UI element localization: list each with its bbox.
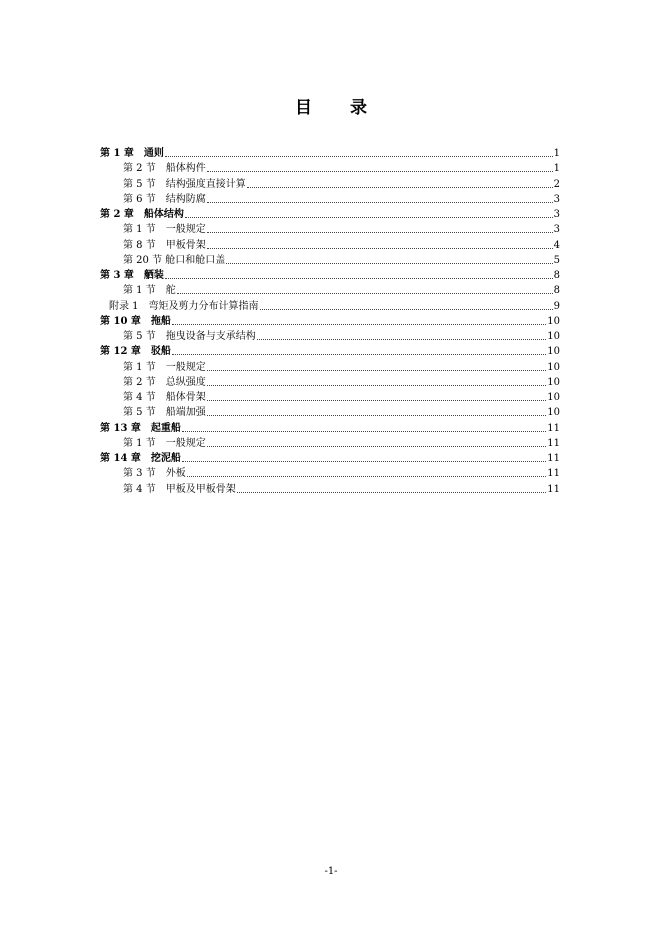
- toc-entry-page-number: 10: [547, 331, 560, 342]
- dot-leader: [172, 324, 546, 325]
- dot-leader: [182, 461, 546, 462]
- dot-leader: [207, 248, 553, 249]
- toc-entry-page-number: 11: [547, 468, 560, 480]
- dot-leader: [207, 400, 547, 401]
- toc-entry-page-number: 5: [553, 254, 560, 266]
- toc-entry-label: 第 2 章 船体结构: [100, 209, 184, 220]
- toc-entry-chapter[interactable]: [100, 268, 560, 283]
- toc-entry-page-number: 2: [553, 178, 560, 190]
- toc-entry-section[interactable]: [100, 161, 560, 176]
- toc-entry-appendix[interactable]: [100, 299, 560, 314]
- toc-entry-page-number: 11: [547, 453, 560, 464]
- toc-entry-label: 第 1 节 一般规定: [123, 437, 206, 449]
- toc-entry-label: 第 4 节 甲板及甲板骨架: [123, 483, 236, 495]
- dot-leader: [172, 354, 546, 355]
- toc-entry-page-number: 10: [547, 392, 560, 403]
- dot-leader: [177, 293, 553, 294]
- dot-leader: [237, 492, 547, 493]
- dot-leader: [247, 187, 553, 188]
- dot-leader: [207, 232, 553, 233]
- toc-entry-page-number: 10: [547, 361, 560, 373]
- toc-entry-label: 第 1 节 舵: [123, 285, 176, 297]
- toc-entry-page-number: 8: [553, 270, 560, 281]
- toc-entry-page-number: 9: [553, 300, 560, 312]
- toc-entry-page-number: 4: [553, 239, 560, 251]
- toc-entry-label: 第 14 章 挖泥船: [100, 453, 181, 464]
- toc-entry-page-number: 1: [553, 148, 560, 159]
- toc-entry-section[interactable]: [100, 375, 560, 390]
- dot-leader: [207, 171, 553, 172]
- toc-entry-label: 第 1 节 一般规定: [123, 361, 206, 373]
- page-title: 目 录: [295, 98, 383, 118]
- toc-entry-chapter[interactable]: [100, 344, 560, 359]
- toc-entry-label: 第 5 节 船端加强: [123, 407, 206, 419]
- dot-leader: [207, 370, 547, 371]
- toc-entry-section[interactable]: [100, 177, 560, 192]
- toc-entry-label: 第 6 节 结构防腐: [123, 193, 206, 205]
- toc-entry-section[interactable]: [100, 253, 560, 268]
- toc-entry-label: 第 12 章 驳船: [100, 346, 171, 358]
- toc-entry-label: 第 1 节 一般规定: [123, 224, 206, 236]
- toc-entry-label: 第 5 节 结构强度直接计算: [123, 178, 246, 190]
- toc-entry-label: 第 4 节 船体骨架: [123, 392, 206, 403]
- dot-leader: [207, 202, 553, 203]
- dot-leader: [207, 446, 547, 447]
- toc-entry-section[interactable]: [100, 436, 560, 451]
- dot-leader: [182, 431, 546, 432]
- toc-entry-section[interactable]: [100, 482, 560, 497]
- toc-entry-page-number: 10: [547, 407, 560, 419]
- dot-leader: [187, 476, 547, 477]
- toc-entry-chapter[interactable]: [100, 207, 560, 222]
- toc-entry-section[interactable]: [100, 329, 560, 344]
- toc-entry-label: 附录 1 弯矩及剪力分布计算指南: [109, 300, 259, 312]
- toc-entry-section[interactable]: [100, 466, 560, 481]
- toc-entry-section[interactable]: [100, 283, 560, 298]
- toc-entry-page-number: 3: [553, 224, 560, 236]
- dot-leader: [257, 339, 547, 340]
- toc-entry-page-number: 11: [547, 437, 560, 449]
- toc-entry-section[interactable]: [100, 390, 560, 405]
- toc-entry-page-number: 10: [547, 315, 560, 327]
- toc-entry-chapter[interactable]: [100, 421, 560, 436]
- toc-entry-page-number: 1: [553, 163, 560, 175]
- toc-entry-section[interactable]: [100, 360, 560, 375]
- toc-entry-label: 第 3 章 舾装: [100, 270, 164, 281]
- toc-entry-section[interactable]: [100, 192, 560, 207]
- toc-entry-page-number: 3: [553, 209, 560, 220]
- toc-entry-page-number: 11: [547, 422, 560, 434]
- toc-entry-label: 第 20 节 舱口和舱口盖: [123, 254, 226, 266]
- toc-entry-label: 第 3 节 外板: [123, 468, 186, 480]
- toc-entry-label: 第 2 节 总纵强度: [123, 376, 206, 388]
- toc-entry-chapter[interactable]: [100, 451, 560, 466]
- dot-leader: [165, 156, 553, 157]
- toc-entry-page-number: 11: [547, 483, 560, 495]
- toc-entry-label: 第 5 节 拖曳设备与支承结构: [123, 331, 256, 342]
- toc-entry-page-number: 10: [547, 376, 560, 388]
- dot-leader: [185, 217, 553, 218]
- toc-entry-section[interactable]: [100, 405, 560, 420]
- dot-leader: [226, 263, 552, 264]
- toc-entry-page-number: 10: [547, 346, 560, 358]
- toc-entry-section[interactable]: [100, 238, 560, 253]
- dot-leader: [260, 309, 553, 310]
- toc-entry-chapter[interactable]: [100, 146, 560, 161]
- toc-entry-label: 第 2 节 船体构件: [123, 163, 206, 175]
- dot-leader: [207, 385, 547, 386]
- toc-entry-label: 第 8 节 甲板骨架: [123, 239, 206, 251]
- toc-entry-chapter[interactable]: [100, 314, 560, 329]
- toc-entry-page-number: 8: [553, 285, 560, 297]
- page-number: -1-: [324, 866, 338, 877]
- toc-entry-page-number: 3: [553, 193, 560, 205]
- table-of-contents: [100, 146, 560, 497]
- toc-entry-label: 第 10 章 拖船: [100, 315, 171, 327]
- toc-entry-section[interactable]: [100, 222, 560, 237]
- toc-entry-label: 第 1 章 通则: [100, 148, 164, 159]
- dot-leader: [207, 415, 547, 416]
- toc-entry-label: 第 13 章 起重船: [100, 422, 181, 434]
- dot-leader: [165, 278, 553, 279]
